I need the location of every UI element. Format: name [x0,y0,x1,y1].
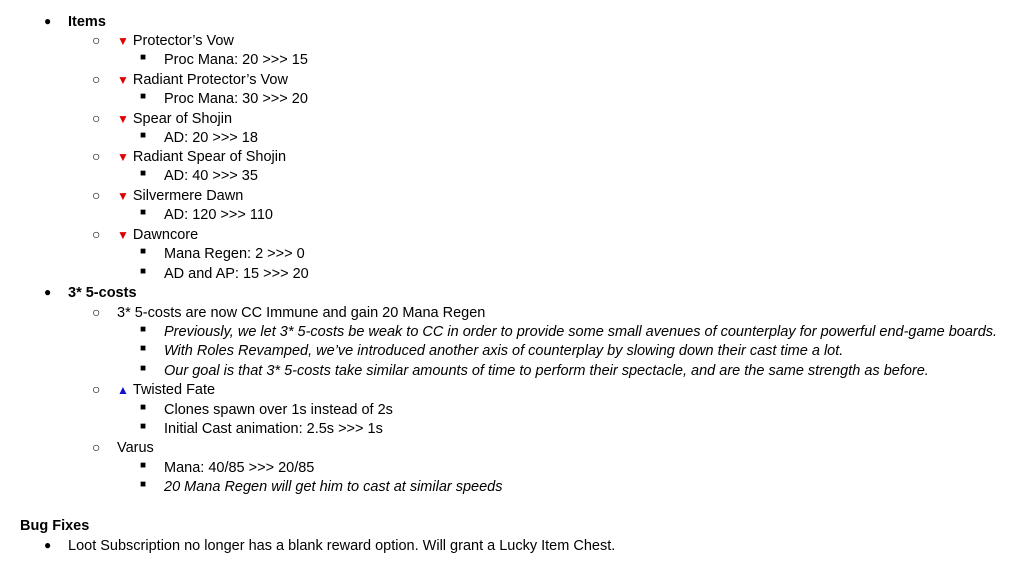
change-line: Initial Cast animation: 2.5s >>> 1s [164,421,383,437]
bullet-l3: ■ [140,460,147,471]
bullet-l3: ■ [140,343,147,354]
bullet-l3: ■ [140,246,147,257]
design-note: With Roles Revamped, we’ve introduced another axis of counterplay by slowing down their cast time a lot. [164,343,844,359]
design-note: 20 Mana Regen will get him to cast at similar speeds [164,479,503,495]
bullet-l3: ■ [140,168,147,179]
change-line: Mana: 40/85 >>> 20/85 [164,460,315,476]
champion-name: Twisted Fate [132,382,216,398]
bug-fix-item: Loot Subscription no longer has a blank reward option. Will grant a Lucky Item Chest. [68,538,616,554]
change-line: Clones spawn over 1s instead of 2s [164,402,393,418]
bullet-l1: ● [44,538,52,552]
design-note: Previously, we let 3* 5-costs be weak to CC in order to provide some small avenues of counterplay for powerful end-game boards. [164,324,998,340]
champion-varus: Varus [117,440,154,456]
change-line: Proc Mana: 30 >>> 20 [164,91,308,107]
nerf-icon: ▼ [117,112,129,126]
section-title-five-costs: 3* 5-costs [68,285,137,301]
change-line: AD: 120 >>> 110 [164,207,273,223]
bullet-l3: ■ [140,266,147,277]
item-silvermere-dawn [117,187,243,206]
item-radiant-spear-of-shojin [117,148,286,167]
bullet-l3: ■ [140,52,147,63]
nerf-icon: ▼ [117,228,129,242]
item-name: Dawncore [132,227,199,243]
bullet-l2: ○ [92,148,101,164]
bullet-l2: ○ [92,304,101,320]
bullet-l3: ■ [140,402,147,413]
bullet-l3: ■ [140,91,147,102]
item-name: Radiant Protector’s Vow [132,72,288,88]
item-name: Protector’s Vow [132,33,234,49]
change-line: Mana Regen: 2 >>> 0 [164,246,305,262]
buff-icon: ▲ [117,383,129,397]
item-spear-of-shojin [117,110,232,129]
nerf-icon: ▼ [117,150,129,164]
bullet-l2: ○ [92,226,101,242]
bullet-l3: ■ [140,207,147,218]
bullet-l2: ○ [92,32,101,48]
bullet-l2: ○ [92,439,101,455]
five-cost-summary: 3* 5-costs are now CC Immune and gain 20 Mana Regen [117,305,486,321]
bullet-l3: ■ [140,421,147,432]
bullet-l1: ● [44,285,52,299]
item-protectors-vow [117,32,234,51]
change-line: AD: 20 >>> 18 [164,130,258,146]
nerf-icon: ▼ [117,34,129,48]
item-radiant-protectors-vow [117,71,288,90]
section-title-bug-fixes: Bug Fixes [20,518,90,534]
bullet-l3: ■ [140,479,147,490]
bullet-l2: ○ [92,71,101,87]
item-name: Spear of Shojin [132,111,233,127]
section-title-items: Items [68,14,106,30]
bullet-l3: ■ [140,130,147,141]
bullet-l1: ● [44,14,52,28]
design-note: Our goal is that 3* 5-costs take similar amounts of time to perform their spectacle, and are the same strength as before. [164,363,929,379]
change-line: AD: 40 >>> 35 [164,168,258,184]
bullet-l3: ■ [140,324,147,335]
change-line: Proc Mana: 20 >>> 15 [164,52,308,68]
bullet-l2: ○ [92,187,101,203]
item-name: Radiant Spear of Shojin [132,149,287,165]
bullet-l3: ■ [140,363,147,374]
bullet-l2: ○ [92,110,101,126]
item-dawncore [117,226,198,245]
nerf-icon: ▼ [117,189,129,203]
change-line: AD and AP: 15 >>> 20 [164,266,309,282]
item-name: Silvermere Dawn [132,188,244,204]
champion-twisted-fate [117,381,215,400]
nerf-icon: ▼ [117,73,129,87]
bullet-l2: ○ [92,381,101,397]
